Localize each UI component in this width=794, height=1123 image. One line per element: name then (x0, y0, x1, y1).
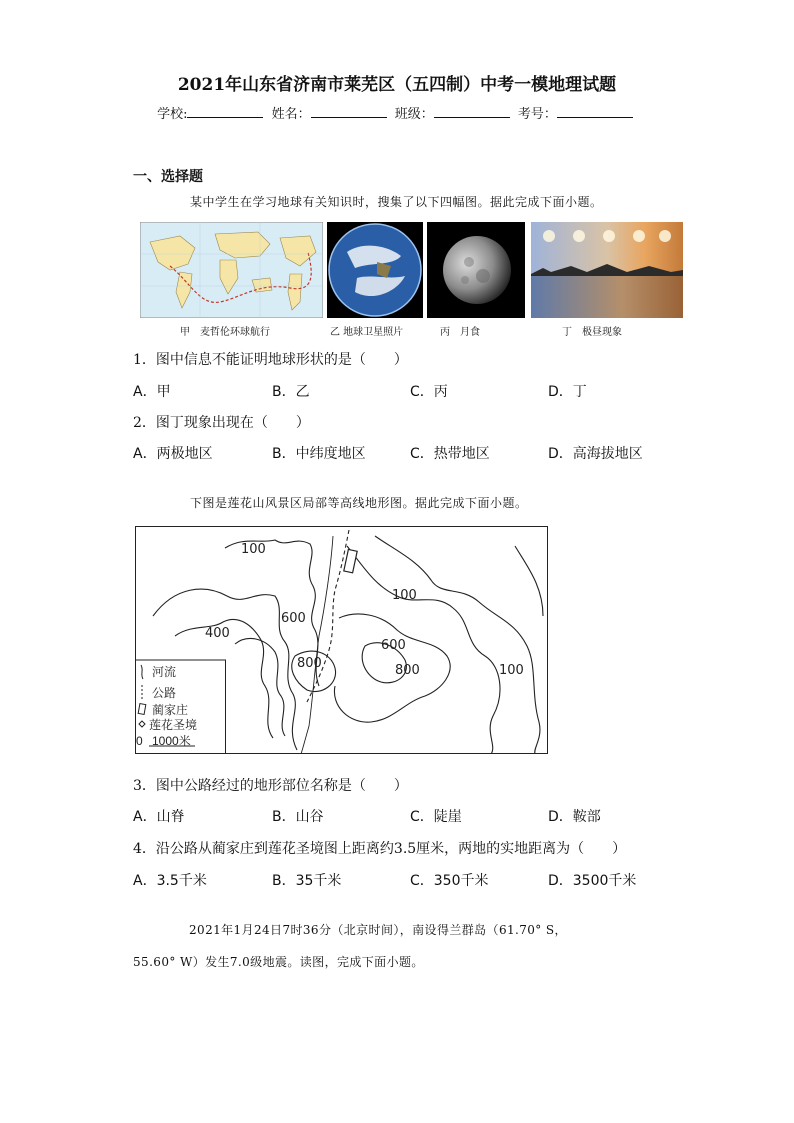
q2-option-a: A．两极地区 (133, 446, 213, 462)
contour-label-100-a: 100 (241, 542, 266, 557)
school-label: 学校: (157, 107, 188, 122)
q3-option-a: A．山脊 (133, 809, 185, 825)
legend-lianhua-shengjing: 莲花圣境 (149, 718, 198, 732)
caption-bing: 丙 月食 (440, 327, 480, 338)
q2-option-b: B．中纬度地区 (272, 446, 366, 462)
q4-option-d: D．3500千米 (548, 873, 637, 889)
q4-option-b: B．35千米 (272, 873, 342, 889)
q1-option-c: C．丙 (410, 384, 448, 400)
caption-ding: 丁 极昼现象 (562, 327, 622, 338)
id-blank (557, 105, 633, 118)
section3-line2: 55.60° W）发生7.0级地震。读图，完成下面小题。 (133, 955, 424, 969)
legend-scale-zero: 0 (136, 734, 143, 748)
q1-option-a: A．甲 (133, 384, 171, 400)
contour-label-400: 400 (205, 626, 230, 641)
contour-label-800-a: 800 (297, 656, 322, 671)
contour-label-800-b: 800 (395, 663, 420, 678)
section-heading: 一、选择题 (133, 169, 203, 185)
id-label: 考号： (517, 107, 557, 122)
q1-option-b: B．乙 (272, 384, 310, 400)
earth-satellite-image (327, 222, 423, 318)
legend-scale-label: 1000米 (152, 734, 191, 748)
legend-linjiazhuang: 蔺家庄 (152, 703, 189, 717)
name-blank (311, 105, 387, 118)
q2-option-d: D．高海拔地区 (548, 446, 643, 462)
caption-yi: 乙 地球卫星照片 (330, 327, 404, 338)
section2-intro: 下图是莲花山风景区局部等高线地形图。据此完成下面小题。 (190, 496, 528, 510)
name-label: 姓名： (271, 107, 311, 122)
question-1: 1．图中信息不能证明地球形状的是（ ） (133, 352, 408, 368)
contour-label-100-c: 100 (499, 663, 524, 678)
lunar-eclipse-image (427, 222, 525, 318)
contour-map (135, 526, 548, 754)
legend-river: 河流 (152, 665, 177, 679)
polar-day-image (531, 222, 683, 318)
q4-option-a: A．3.5千米 (133, 873, 207, 889)
question-3: 3．图中公路经过的地形部位名称是（ ） (133, 778, 408, 794)
contour-label-600-b: 600 (381, 638, 406, 653)
student-info-line (0, 103, 794, 122)
magellan-map-image (140, 222, 323, 318)
q3-option-d: D．鞍部 (548, 809, 601, 825)
caption-jia: 甲 麦哲伦环球航行 (180, 327, 270, 338)
contour-label-600-a: 600 (281, 611, 306, 626)
school-blank (187, 105, 263, 118)
contour-label-100-b: 100 (392, 588, 417, 603)
section3-line1: 2021年1月24日7时36分（北京时间），南设得兰群岛（61.70° S， (189, 923, 567, 937)
q2-option-c: C．热带地区 (410, 446, 490, 462)
q4-option-c: C．350千米 (410, 873, 489, 889)
q1-option-d: D．丁 (548, 384, 587, 400)
q3-option-b: B．山谷 (272, 809, 324, 825)
legend-road: 公路 (152, 686, 177, 700)
question-2: 2．图丁现象出现在（ ） (133, 415, 310, 431)
question-4: 4．沿公路从蔺家庄到莲花圣境图上距离约3.5厘米，两地的实地距离为（ ） (133, 841, 627, 857)
class-blank (434, 105, 510, 118)
class-label: 班级： (394, 107, 434, 122)
section1-intro: 某中学生在学习地球有关知识时，搜集了以下四幅图。据此完成下面小题。 (190, 195, 603, 209)
page-title: 2021年山东省济南市莱芜区（五四制）中考一模地理试题 (177, 75, 617, 95)
q3-option-c: C．陡崖 (410, 809, 462, 825)
